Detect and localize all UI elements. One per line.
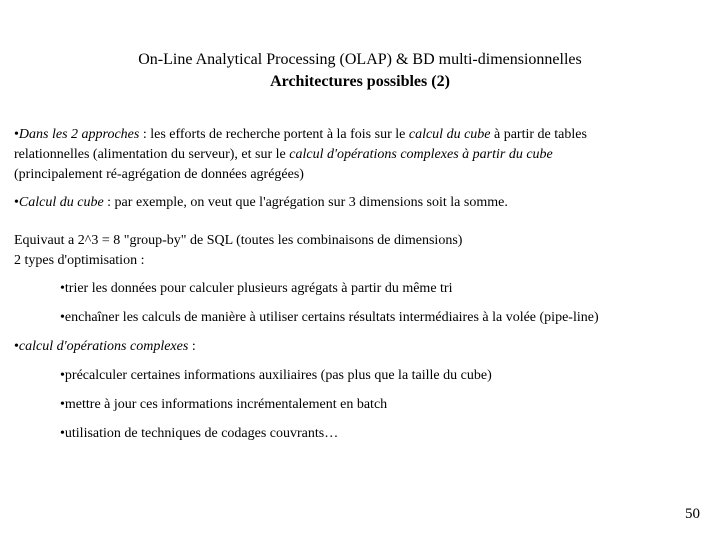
emphasis-text: calcul du cube (408, 127, 491, 142)
list-item: •enchaîner les calculs de manière à utiliser certains résultats intermédiaires à la volée (pipe-line) (60, 310, 599, 325)
list-item: •précalculer certaines informations auxiliaires (pas plus que la taille du cube) (60, 368, 492, 383)
page-number: 50 (685, 506, 700, 522)
paragraph-operations-complexes: •calcul d'opérations complexes : (14, 339, 196, 354)
title-line-2: Architectures possibles (2) (270, 73, 450, 90)
lead-text: calcul d'opérations complexes (18, 339, 189, 354)
emphasis-text: calcul d'opérations complexes à partir du cube (289, 147, 553, 162)
bullet: • (14, 339, 19, 354)
list-item: •trier les données pour calculer plusieurs agrégats à partir du même tri (60, 281, 453, 296)
bullet: • (14, 195, 19, 210)
list-item: •utilisation de techniques de codages couvrants… (60, 426, 339, 441)
lead-text: Calcul du cube (18, 195, 104, 210)
bullet: • (14, 127, 19, 142)
title-line-1: On-Line Analytical Processing (OLAP) & BD multi-dimensionnelles (138, 51, 582, 68)
paragraph-calcul-cube: •Calcul du cube : par exemple, on veut que l'agrégation sur 3 dimensions soit la somme. (14, 195, 508, 210)
list-item: •mettre à jour ces informations incrémentalement en batch (60, 397, 388, 412)
lead-text: Dans les 2 approches (18, 127, 140, 142)
